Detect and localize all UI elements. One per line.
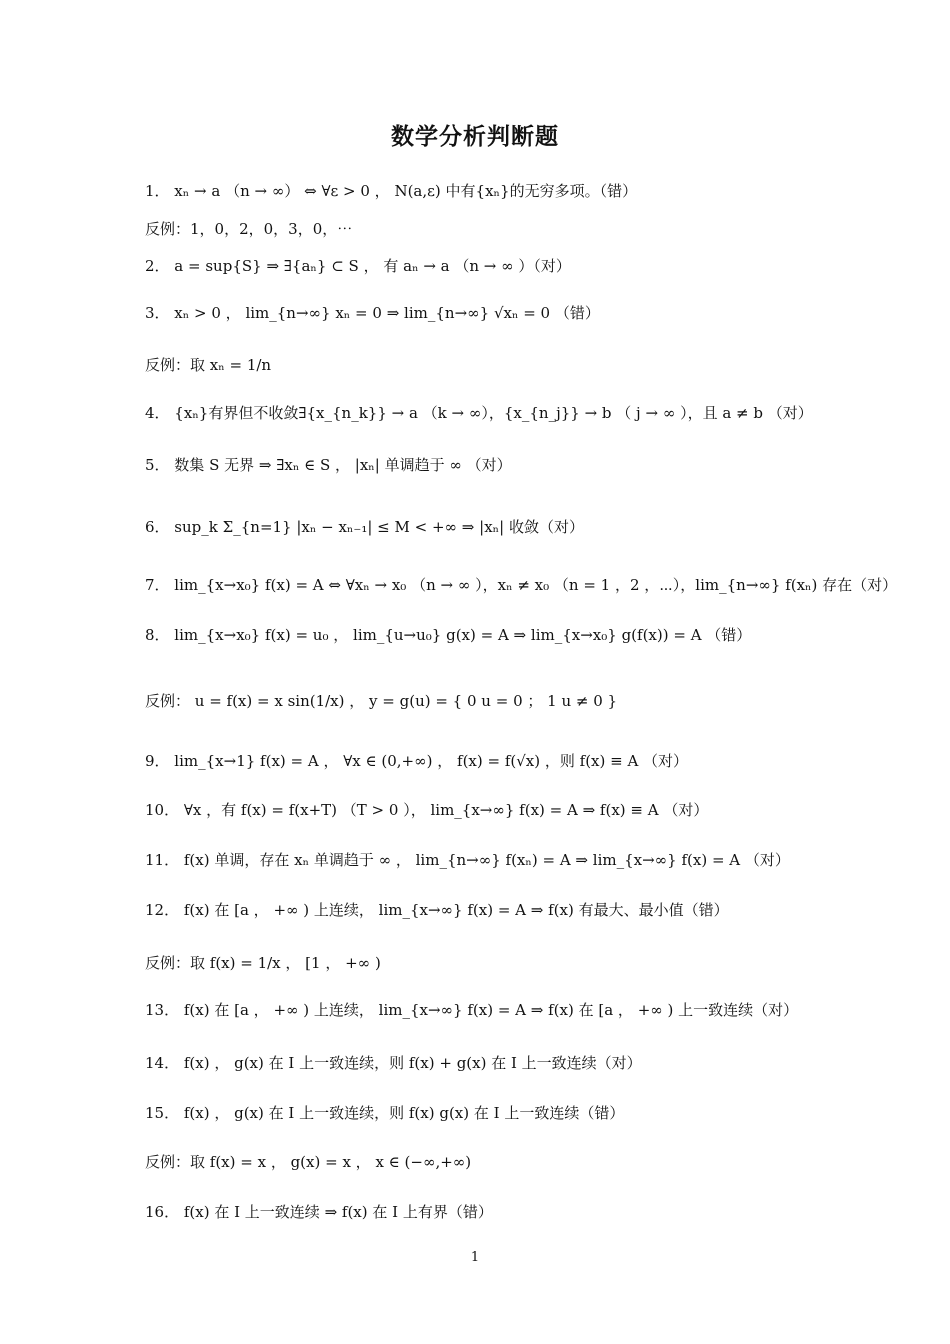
statement-14: 14． f(x) ， g(x) 在 I 上一致连续，则 f(x) + g(x) 在 I 上一致连续（对） bbox=[145, 1054, 642, 1072]
page-number: 1 bbox=[470, 1250, 480, 1265]
statement-3: 3． xₙ > 0 ， lim_{n→∞} xₙ = 0 ⇒ lim_{n→∞} √xₙ = 0 （错） bbox=[145, 304, 600, 322]
counterexample-12: 反例：取 f(x) = 1/x ， [1 ， +∞ ) bbox=[145, 954, 381, 972]
statement-8: 8． lim_{x→x₀} f(x) = u₀ ， lim_{u→u₀} g(x) = A ⇒ lim_{x→x₀} g(f(x)) = A （错） bbox=[145, 626, 752, 644]
statement-13: 13． f(x) 在 [a ， +∞ ) 上连续， lim_{x→∞} f(x) = A ⇒ f(x) 在 [a ， +∞ ) 上一致连续（对） bbox=[145, 1001, 799, 1019]
statement-6: 6． sup_k Σ_{n=1} |xₙ − xₙ₋₁| ≤ M < +∞ ⇒ |xₙ| 收敛（对） bbox=[145, 518, 584, 536]
statement-7: 7． lim_{x→x₀} f(x) = A ⇔ ∀xₙ → x₀ （n → ∞ ），xₙ ≠ x₀ （n = 1 ，2 ，⋯），lim_{n→∞} f(xₙ) 存在（对） bbox=[145, 576, 898, 594]
counterexample-1: 反例：1，0，2，0，3，0，⋯ bbox=[145, 220, 353, 238]
statement-15: 15． f(x) ， g(x) 在 I 上一致连续，则 f(x) g(x) 在 I 上一致连续（错） bbox=[145, 1104, 625, 1122]
statement-12: 12． f(x) 在 [a ， +∞ ) 上连续， lim_{x→∞} f(x) = A ⇒ f(x) 有最大、最小值（错） bbox=[145, 901, 729, 919]
counterexample-8: 反例： u = f(x) = x sin(1/x) ， y = g(u) = { 0 u = 0 ； 1 u ≠ 0 } bbox=[145, 692, 618, 710]
statement-10: 10． ∀x ，有 f(x) = f(x+T) （T > 0 ）， lim_{x→∞} f(x) = A ⇒ f(x) ≡ A （对） bbox=[145, 801, 709, 819]
statement-4: 4． {xₙ}有界但不收敛∃{x_{n_k}} → a （k → ∞），{x_{n_j}} → b （ j → ∞ ），且 a ≠ b （对） bbox=[145, 404, 813, 422]
statement-11: 11． f(x) 单调，存在 xₙ 单调趋于 ∞ ， lim_{n→∞} f(xₙ) = A ⇒ lim_{x→∞} f(x) = A （对） bbox=[145, 851, 790, 869]
counterexample-15: 反例：取 f(x) = x ， g(x) = x ， x ∈ (−∞,+∞) bbox=[145, 1153, 472, 1171]
statement-16: 16． f(x) 在 I 上一致连续 ⇒ f(x) 在 I 上有界（错） bbox=[145, 1203, 493, 1221]
counterexample-3: 反例：取 xₙ = 1/n bbox=[145, 356, 272, 374]
statement-1: 1． xₙ → a （n → ∞） ⇔ ∀ε > 0 ， N(a,ε) 中有{xₙ}的无穷多项。（错） bbox=[145, 182, 638, 200]
statement-5: 5． 数集 S 无界 ⇒ ∃xₙ ∈ S ， |xₙ| 单调趋于 ∞ （对） bbox=[145, 456, 512, 474]
statement-2: 2． a = sup{S} ⇒ ∃{aₙ} ⊂ S ， 有 aₙ → a （n → ∞ ）（对） bbox=[145, 257, 571, 275]
page-title: 数学分析判断题 bbox=[391, 123, 559, 150]
statement-9: 9． lim_{x→1} f(x) = A ， ∀x ∈ (0,+∞) ， f(x) = f(√x) ，则 f(x) ≡ A （对） bbox=[145, 752, 689, 770]
